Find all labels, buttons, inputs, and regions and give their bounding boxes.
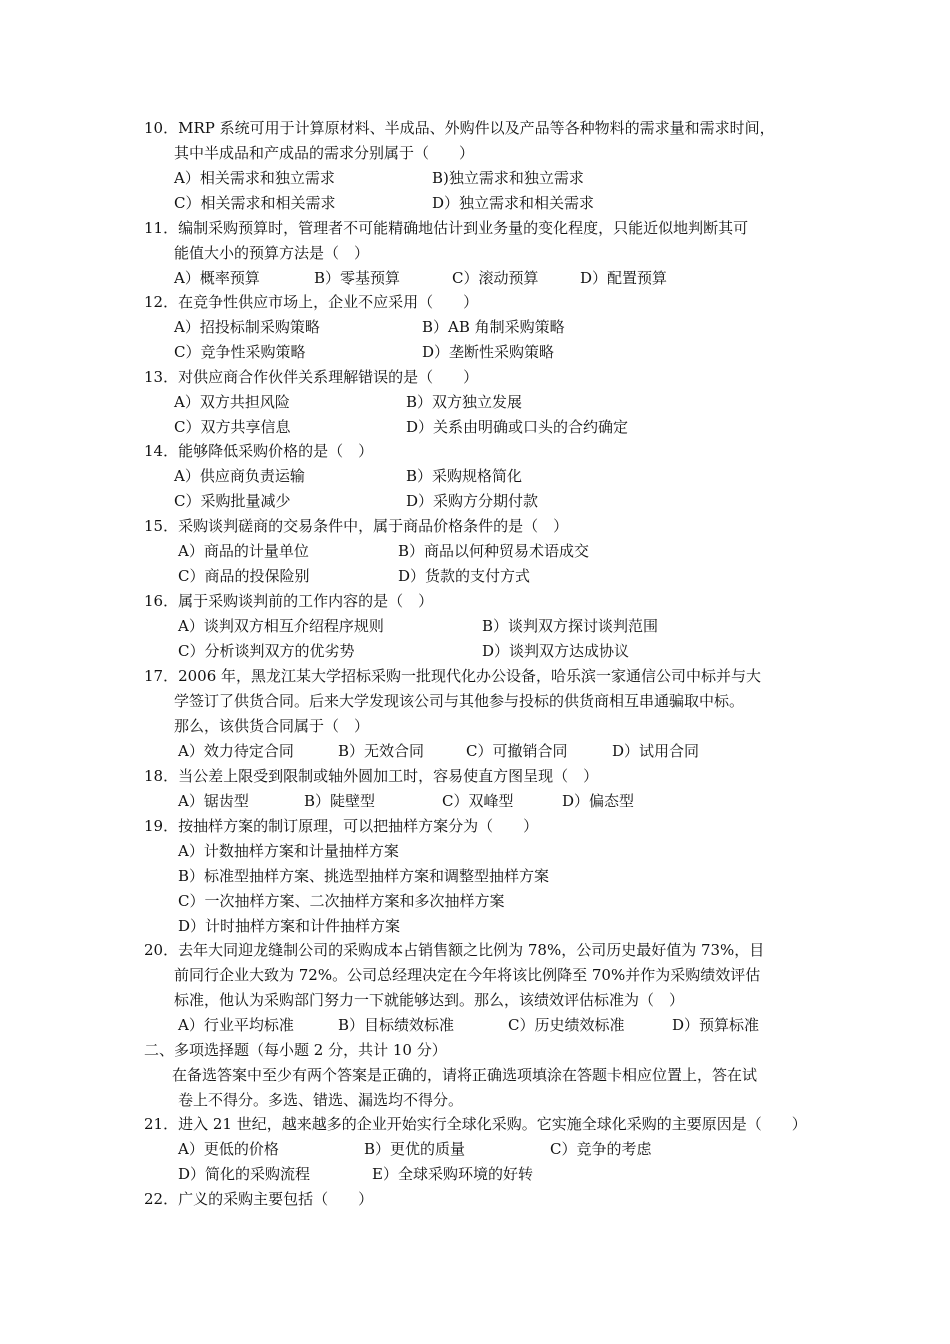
option-c: C）相关需求和相关需求 (174, 194, 336, 212)
section-2-instructions: 在备选答案中至少有两个答案是正确的，请将正确选项填涂在答题卡相应位置上，答在试 (172, 1066, 758, 1084)
option-c: C）采购批量减少 (174, 492, 291, 510)
question-20-stem: 20．去年大同迎龙缝制公司的采购成本占销售额之比例为 78%，公司历史最好值为 73%，目 (144, 941, 765, 959)
question-18-stem: 18．当公差上限受到限制或轴外圆加工时，容易使直方图呈现（ ） (144, 767, 599, 785)
option-d: D）垄断性采购策略 (422, 343, 555, 361)
question-13-stem: 13．对供应商合作伙伴关系理解错误的是（ ） (144, 368, 479, 386)
option-a: A）双方共担风险 (174, 393, 290, 411)
option-d: D）独立需求和相关需求 (432, 194, 595, 212)
section-2-heading: 二、多项选择题（每小题 2 分，共计 10 分） (144, 1041, 447, 1059)
question-21-stem: 21．进入 21 世纪，越来越多的企业开始实行全球化采购。它实施全球化采购的主要原因是（ ） (144, 1115, 807, 1133)
option-d: D）采购方分期付款 (406, 492, 539, 510)
question-19-option-d: D）计时抽样方案和计件抽样方案 (178, 917, 401, 935)
option-d: D）关系由明确或口头的合约确定 (406, 418, 629, 436)
question-11-stem: 11．编制采购预算时，管理者不可能精确地估计到业务量的变化程度，只能近似地判断其可 (144, 219, 749, 237)
option-c: C）双方共享信息 (174, 418, 291, 436)
option-c: C）双峰型 (442, 792, 514, 810)
option-a: A）招投标制采购策略 (174, 318, 320, 336)
option-b: B）目标绩效标准 (338, 1016, 455, 1034)
option-b: B）AB 角制采购策略 (422, 318, 565, 336)
question-16-stem: 16．属于采购谈判前的工作内容的是（ ） (144, 592, 434, 610)
question-17-stem-cont2: 那么，该供货合同属于（ ） (174, 717, 370, 735)
question-10-stem: 10．MRP 系统可用于计算原材料、半成品、外购件以及产品等各种物料的需求量和需求时间， (144, 119, 775, 137)
question-20-stem-cont2: 标准，他认为采购部门努力一下就能够达到。那么，该绩效评估标准为（ ） (174, 991, 685, 1009)
option-d: D）简化的采购流程 (178, 1165, 311, 1183)
question-12-stem: 12．在竞争性供应市场上，企业不应采用（ ） (144, 293, 479, 311)
option-c: C）竞争的考虑 (550, 1140, 652, 1158)
option-b: B)独立需求和独立需求 (432, 169, 584, 187)
question-11-stem-cont: 能值大小的预算方法是（ ） (174, 244, 370, 262)
option-a: A）锯齿型 (178, 792, 249, 810)
question-14-stem: 14．能够降低采购价格的是（ ） (144, 442, 374, 460)
option-b: B）谈判双方探讨谈判范围 (482, 617, 659, 635)
option-c: C）竞争性采购策略 (174, 343, 306, 361)
option-a: A）行业平均标准 (178, 1016, 294, 1034)
option-d: D）预算标准 (672, 1016, 760, 1034)
option-d: D）谈判双方达成协议 (482, 642, 630, 660)
option-c: C）历史绩效标准 (508, 1016, 625, 1034)
option-b: B）采购规格简化 (406, 467, 523, 485)
question-20-stem-cont: 前同行企业大致为 72%。公司总经理决定在今年将该比例降至 70%并作为采购绩效评估 (174, 966, 761, 984)
option-c: C）分析谈判双方的优劣势 (178, 642, 355, 660)
option-d: D）配置预算 (580, 269, 668, 287)
option-c: C）滚动预算 (452, 269, 539, 287)
option-d: D）试用合同 (612, 742, 700, 760)
question-19-stem: 19．按抽样方案的制订原理，可以把抽样方案分为（ ） (144, 817, 539, 835)
option-b: B）更优的质量 (364, 1140, 466, 1158)
option-d: D）偏态型 (562, 792, 635, 810)
option-c: C）可撤销合同 (466, 742, 568, 760)
option-a: A）谈判双方相互介绍程序规则 (178, 617, 384, 635)
question-17-stem-cont: 学签订了供货合同。后来大学发现该公司与其他参与投标的供货商相互串通骗取中标。 (174, 692, 745, 710)
question-17-stem: 17．2006 年，黑龙江某大学招标采购一批现代化办公设备，哈乐滨一家通信公司中标并与大 (144, 667, 762, 685)
question-19-option-b: B）标准型抽样方案、挑选型抽样方案和调整型抽样方案 (178, 867, 550, 885)
option-a: A）效力待定合同 (178, 742, 294, 760)
option-b: B）零基预算 (314, 269, 401, 287)
option-b: B）商品以何种贸易术语成交 (398, 542, 590, 560)
option-a: A）概率预算 (174, 269, 260, 287)
question-19-option-a: A）计数抽样方案和计量抽样方案 (178, 842, 399, 860)
option-c: C）商品的投保险别 (178, 567, 310, 585)
question-10-stem-cont: 其中半成品和产成品的需求分别属于（ ） (174, 144, 475, 162)
section-2-instructions-cont: 卷上不得分。多选、错选、漏选均不得分。 (178, 1091, 464, 1109)
option-e: E）全球采购环境的好转 (372, 1165, 533, 1183)
option-a: A）更低的价格 (178, 1140, 279, 1158)
option-a: A）相关需求和独立需求 (174, 169, 335, 187)
option-a: A）供应商负责运输 (174, 467, 305, 485)
option-a: A）商品的计量单位 (178, 542, 309, 560)
question-22-stem: 22．广义的采购主要包括（ ） (144, 1190, 374, 1208)
option-b: B）双方独立发展 (406, 393, 523, 411)
question-19-option-c: C）一次抽样方案、二次抽样方案和多次抽样方案 (178, 892, 505, 910)
question-15-stem: 15．采购谈判磋商的交易条件中，属于商品价格条件的是（ ） (144, 517, 569, 535)
option-b: B）无效合同 (338, 742, 425, 760)
option-d: D）货款的支付方式 (398, 567, 531, 585)
option-b: B）陡壁型 (304, 792, 376, 810)
